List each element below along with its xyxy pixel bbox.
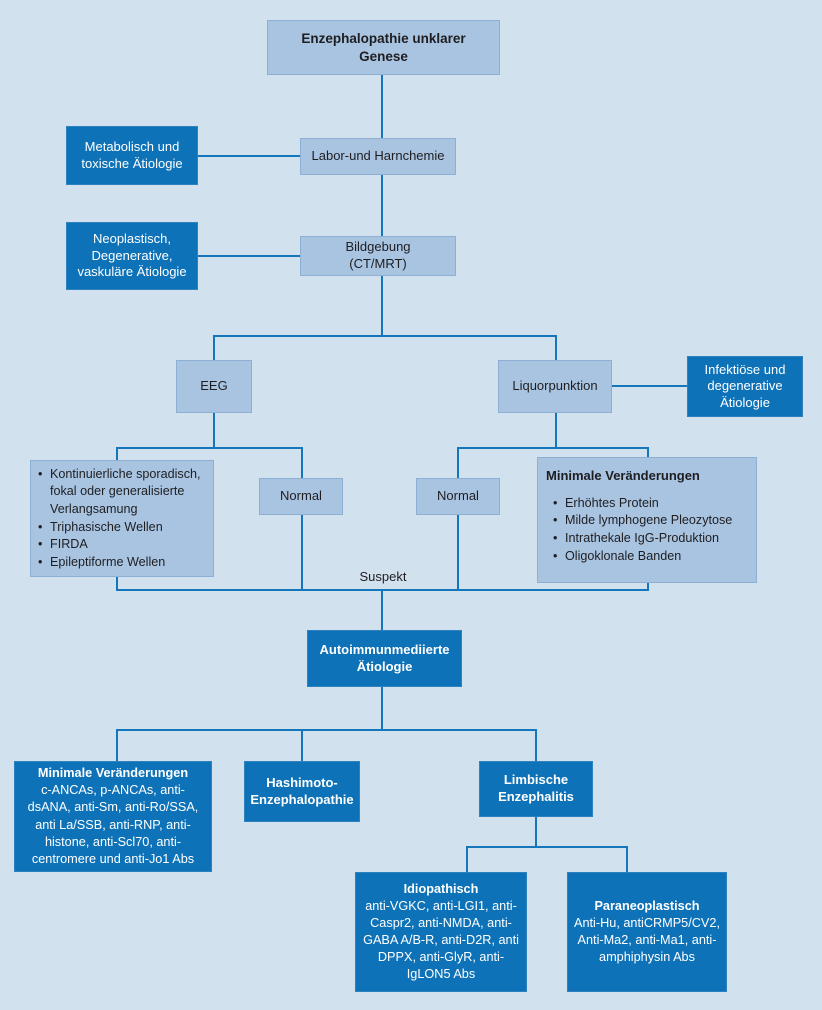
connector-to-antikoerper (116, 729, 118, 761)
node-enzephalopathie-label: Enzephalopathie unklarer Genese (301, 31, 466, 64)
node-hashimoto (244, 761, 360, 822)
node-neoplastisch-label: Neoplastisch, Degenerative, vaskuläre Ätiologie (77, 231, 187, 280)
connector-branch-eeg-liquor (213, 335, 557, 337)
node-normal-liquor (416, 478, 500, 515)
paraneoplastisch-title: Paraneoplastisch (594, 898, 700, 913)
node-autoimmun (307, 630, 462, 687)
node-paraneoplastisch (567, 872, 727, 992)
connector-top-to-labor (381, 75, 383, 138)
node-metabolisch (66, 126, 198, 185)
connector-branch-limbisch (466, 846, 628, 848)
connector-metabolisch-to-labor (198, 155, 300, 157)
node-bildgebung (300, 236, 456, 276)
node-bildgebung-line1: Bildgebung (345, 239, 411, 255)
connector-limbisch-down (535, 817, 537, 848)
eeg-befunde-list (37, 466, 207, 572)
idiopathisch-title: Idiopathisch (403, 881, 479, 896)
node-idiopathisch (355, 872, 527, 992)
node-antikoerper (14, 761, 212, 872)
bullet-item: • Kontinuierliche sporadisch, fokal oder generalisierte Verlangsamung (37, 466, 207, 519)
connector-labor-to-bildgebung (381, 175, 383, 236)
antikoerper-text: c-ANCAs, p-ANCAs, anti-dsANA, anti-Sm, anti-Ro/SSA, anti La/SSB, anti-RNP, anti-histone, anti-Scl70, anti-centromere und anti-Jo1 Abs (27, 783, 199, 866)
connector-to-idiopathisch (466, 846, 468, 872)
connector-to-liquor (555, 335, 557, 360)
node-infektioes (687, 356, 803, 417)
node-eeg (176, 360, 252, 413)
connector-to-paraneoplastisch (626, 846, 628, 872)
liquor-befunde-list (546, 495, 732, 566)
connector-branch-eeg-results (116, 447, 303, 449)
node-labor-label: Labor-und Harnchemie (311, 148, 445, 164)
connector-neoplastisch-to-bildgebung (198, 255, 300, 257)
connector-to-eeg-befunde (116, 447, 118, 460)
connector-to-limbisch (535, 729, 537, 761)
connector-branch-liquor-results (457, 447, 649, 449)
node-bildgebung-line2: (CT/MRT) (349, 256, 407, 271)
node-limbisch (479, 761, 593, 817)
connector-normal-liquor-down (457, 515, 459, 591)
node-limbisch-label: Limbische Enzephalitis (498, 772, 574, 804)
idiopathisch-text: anti-VGKC, anti-LGI1, anti-Caspr2, anti-NMDA, anti-GABA A/B-R, anti-D2R, anti DPPX, anti-GlyR, anti-IgLON5 Abs (363, 898, 519, 982)
node-hashimoto-label: Hashimoto-Enzephalopathie (250, 774, 354, 807)
connector-autoimmun-down (381, 687, 383, 730)
suspekt-label: Suspekt (359, 569, 407, 584)
node-autoimmun-label: Autoimmunmediierte Ätiologie (319, 641, 450, 674)
bullet-item: • Milde lymphogene Pleozytose (552, 512, 732, 530)
connector-to-hashimoto (301, 729, 303, 761)
connector-to-normal-liquor (457, 447, 459, 478)
paraneoplastisch-text: Anti-Hu, antiCRMP5/CV2, Anti-Ma2, anti-Ma1, anti-amphiphysin Abs (574, 915, 720, 965)
bullet-item: • Erhöhtes Protein (552, 495, 732, 513)
node-labor (300, 138, 456, 175)
connector-branch-autoimmun (116, 729, 537, 731)
node-liquorpunktion (498, 360, 612, 413)
node-liquor-befunde (537, 457, 757, 583)
connector-bildgebung-down (381, 276, 383, 336)
node-normal-liquor-label: Normal (437, 488, 479, 504)
node-liquorpunktion-label: Liquorpunktion (512, 378, 598, 394)
bullet-item: • Triphasische Wellen (37, 519, 207, 537)
node-eeg-label: EEG (200, 378, 228, 394)
node-neoplastisch (66, 222, 198, 290)
connector-normal-eeg-down (301, 515, 303, 591)
node-eeg-befunde (30, 460, 214, 577)
connector-eeg-down (213, 413, 215, 448)
connector-to-normal-eeg (301, 447, 303, 478)
node-enzephalopathie (267, 20, 500, 75)
node-normal-eeg-label: Normal (280, 488, 322, 504)
connector-liquor-down (555, 413, 557, 448)
bullet-item: • Oligoklonale Banden (552, 548, 732, 566)
antikoerper-title: Minimale Veränderungen (37, 766, 189, 781)
node-normal-eeg (259, 478, 343, 515)
node-infektioes-label: Infektiöse und degenerative Ätiologie (704, 361, 786, 410)
connector-to-autoimmun (381, 589, 383, 630)
bullet-item: • Intrathekale IgG-Produktion (552, 530, 732, 548)
bullet-item: • FIRDA (37, 536, 207, 554)
liquor-befunde-title: Minimale Veränderungen (546, 468, 700, 483)
node-metabolisch-label: Metabolisch und toxische Ätiologie (81, 138, 183, 171)
bullet-item: • Epileptiforme Wellen (37, 554, 207, 572)
connector-to-eeg (213, 335, 215, 360)
connector-to-liquor-befunde (647, 447, 649, 457)
connector-liquor-to-infektioes (612, 385, 687, 387)
